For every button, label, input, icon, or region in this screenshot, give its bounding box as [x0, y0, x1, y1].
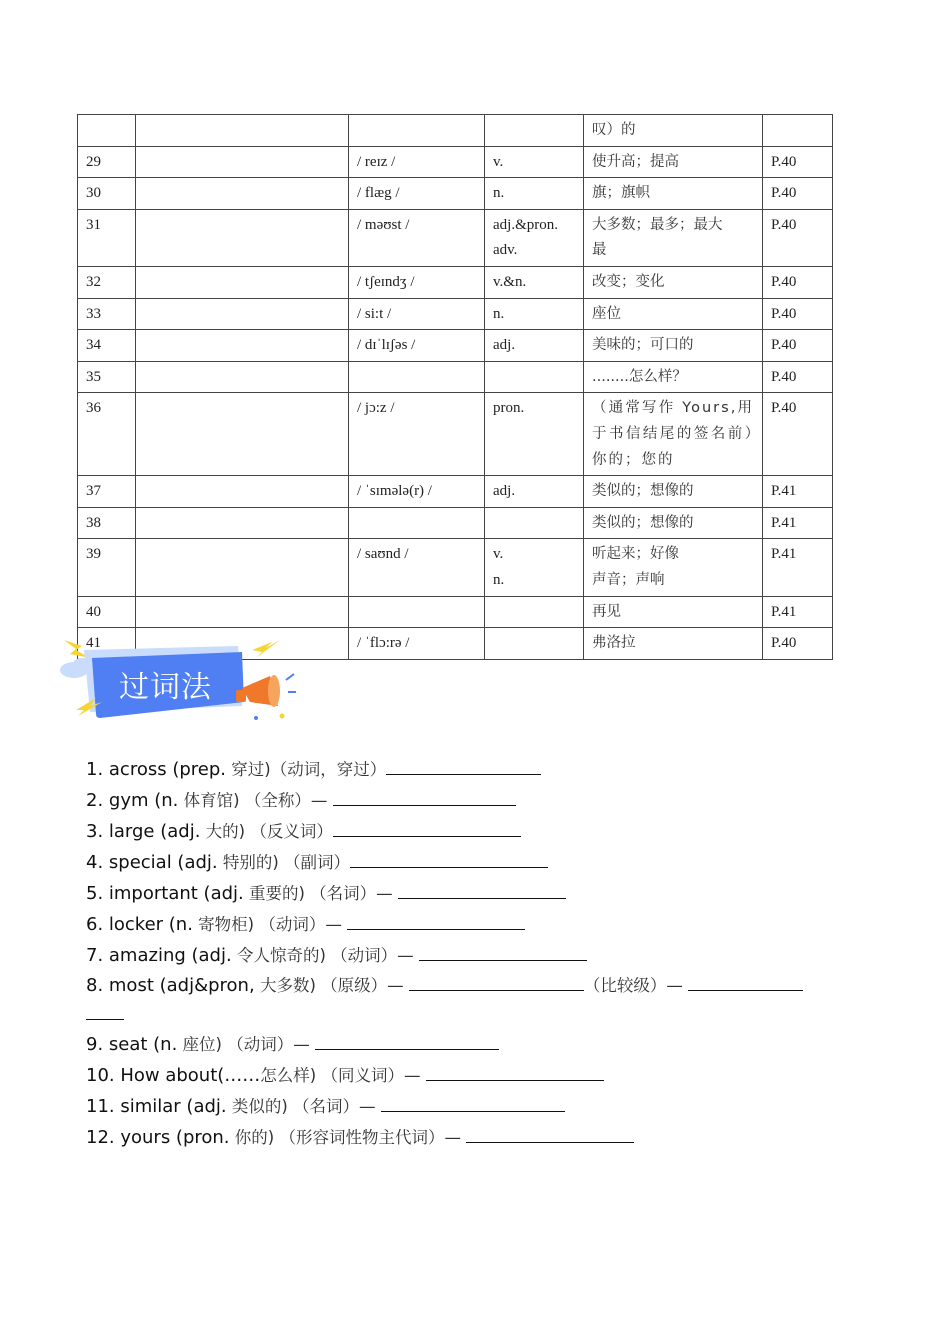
- exercise-hint: （动词）—: [325, 946, 419, 965]
- exercise-hint: （名词）—: [304, 884, 398, 903]
- exercise-hint: （动词）—: [222, 1035, 315, 1054]
- page-ref-cell: P.40: [763, 178, 833, 210]
- part-of-speech-cell: [485, 115, 584, 147]
- table-row: [78, 596, 833, 628]
- word-cell: [136, 146, 349, 178]
- exercise-gloss: 体育馆): [178, 791, 240, 810]
- phonetic-cell: [349, 115, 485, 147]
- exercise-item: [86, 878, 876, 909]
- page-ref-cell: P.40: [763, 628, 833, 660]
- part-of-speech-cell: n.: [485, 178, 584, 210]
- exercise-word: 5. important (adj.: [86, 883, 244, 904]
- answer-blank[interactable]: [333, 817, 521, 837]
- exercise-word: 6. locker (n.: [86, 914, 193, 935]
- meaning-cell: 使升高；提高: [584, 146, 763, 178]
- part-of-speech-cell: [485, 361, 584, 393]
- exercise-item: [86, 940, 876, 971]
- exercise-word: 4. special (adj.: [86, 852, 218, 873]
- row-number: 41: [78, 628, 136, 660]
- meaning-cell: 类似的；想像的: [584, 507, 763, 539]
- exercise-gloss: 穿过): [226, 760, 271, 779]
- exercise-word: 12. yours (pron.: [86, 1127, 230, 1148]
- vocabulary-table: [77, 114, 833, 660]
- phonetic-cell: / saʊnd /: [349, 539, 485, 596]
- table-row: [78, 361, 833, 393]
- phonetic-cell: [349, 507, 485, 539]
- vocabulary-table-body: [78, 115, 833, 660]
- answer-blank[interactable]: [426, 1061, 604, 1081]
- exercise-word: 1. across (prep.: [86, 759, 226, 780]
- answer-blank[interactable]: [350, 848, 548, 868]
- page-ref-cell: [763, 115, 833, 147]
- exercise-word: 9. seat (n.: [86, 1034, 178, 1055]
- exercise-item: [86, 1060, 876, 1091]
- exercise-item: [86, 1029, 876, 1060]
- exercise-item: [86, 1122, 876, 1153]
- phonetic-cell: [349, 361, 485, 393]
- answer-blank[interactable]: [333, 786, 516, 806]
- page-ref-cell: P.40: [763, 146, 833, 178]
- phonetic-cell: / flæg /: [349, 178, 485, 210]
- answer-blank[interactable]: [347, 910, 525, 930]
- word-cell: [136, 539, 349, 596]
- answer-blank[interactable]: [466, 1123, 634, 1143]
- meaning-cell: 座位: [584, 298, 763, 330]
- row-number: 29: [78, 146, 136, 178]
- exercise-gloss: 重要的): [243, 884, 305, 903]
- page-ref-cell: P.40: [763, 361, 833, 393]
- row-number: 31: [78, 209, 136, 266]
- part-of-speech-cell: v.&n.: [485, 266, 584, 298]
- page-ref-cell: P.40: [763, 298, 833, 330]
- word-cell: [136, 596, 349, 628]
- table-row: [78, 298, 833, 330]
- table-row: [78, 507, 833, 539]
- page-ref-cell: P.40: [763, 209, 833, 266]
- part-of-speech-cell: v. n.: [485, 539, 584, 596]
- row-number: [78, 115, 136, 147]
- row-number: 37: [78, 476, 136, 508]
- answer-blank[interactable]: [688, 971, 803, 991]
- phonetic-cell: / ˈflɔ:rə /: [349, 628, 485, 660]
- answer-blank[interactable]: [386, 755, 541, 775]
- table-row: [78, 476, 833, 508]
- exercise-hint: （原级）—: [315, 976, 409, 995]
- meaning-cell: 再见: [584, 596, 763, 628]
- meaning-cell: 大多数；最多；最大 最: [584, 209, 763, 266]
- exercise-hint: （全称）—: [239, 791, 333, 810]
- row-number: 40: [78, 596, 136, 628]
- exercise-gloss: 座位): [177, 1035, 222, 1054]
- table-row: [78, 146, 833, 178]
- answer-blank[interactable]: [398, 879, 566, 899]
- word-cell: [136, 361, 349, 393]
- exercise-gloss: 你的): [229, 1128, 275, 1147]
- meaning-cell: 美味的；可口的: [584, 330, 763, 362]
- part-of-speech-cell: v.: [485, 146, 584, 178]
- answer-blank[interactable]: [315, 1030, 499, 1050]
- table-row: [78, 539, 833, 596]
- part-of-speech-cell: adj.: [485, 476, 584, 508]
- exercise-word: 2. gym (n.: [86, 790, 179, 811]
- row-number: 36: [78, 393, 136, 476]
- part-of-speech-cell: [485, 507, 584, 539]
- exercise-item: [86, 754, 876, 785]
- page-ref-cell: P.41: [763, 476, 833, 508]
- megaphone-icon: [236, 674, 296, 720]
- phonetic-cell: / tʃeɪndʒ /: [349, 266, 485, 298]
- meaning-cell: 改变；变化: [584, 266, 763, 298]
- page-ref-cell: P.40: [763, 393, 833, 476]
- exercise-gloss: 怎么样): [260, 1066, 317, 1085]
- page-ref-cell: P.40: [763, 266, 833, 298]
- exercise-word: 10. How about(……: [86, 1065, 261, 1086]
- exercise-gloss: 令人惊奇的): [231, 946, 326, 965]
- answer-blank[interactable]: [381, 1092, 565, 1112]
- exercise-word: 11. similar (adj.: [86, 1096, 227, 1117]
- exercise-gloss: 寄物柜): [192, 915, 255, 934]
- table-row: [78, 209, 833, 266]
- exercise-hint: （动词，穿过）: [270, 760, 387, 779]
- row-number: 35: [78, 361, 136, 393]
- exercise-hint: （形容词性物主代词）—: [274, 1128, 467, 1147]
- exercise-hint: （名词）—: [287, 1097, 381, 1116]
- word-cell: [136, 115, 349, 147]
- word-cell: [136, 209, 349, 266]
- phonetic-cell: / ˈsɪmələ(r) /: [349, 476, 485, 508]
- meaning-cell: 类似的；想像的: [584, 476, 763, 508]
- meaning-cell: 听起来；好像 声音；声响: [584, 539, 763, 596]
- row-number: 32: [78, 266, 136, 298]
- exercise-gloss: 类似的): [226, 1097, 288, 1116]
- phonetic-cell: / si:t /: [349, 298, 485, 330]
- word-cell: [136, 266, 349, 298]
- section-title: 过词法: [119, 670, 212, 705]
- row-number: 33: [78, 298, 136, 330]
- answer-blank-continued[interactable]: [86, 1000, 124, 1020]
- phonetic-cell: / dɪˈlɪʃəs /: [349, 330, 485, 362]
- meaning-cell: 弗洛拉: [584, 628, 763, 660]
- part-of-speech-cell: [485, 628, 584, 660]
- exercise-word: 7. amazing (adj.: [86, 945, 232, 966]
- phonetic-cell: / reɪz /: [349, 146, 485, 178]
- word-cell: [136, 476, 349, 508]
- table-row: [78, 115, 833, 147]
- exercise-gloss: 大多数): [254, 976, 316, 995]
- table-row: [78, 178, 833, 210]
- table-row: [78, 330, 833, 362]
- exercise-item: [86, 1091, 876, 1122]
- meaning-cell: （通常写作 Yours,用于书信结尾的签名前）你的；您的: [584, 393, 763, 476]
- part-of-speech-cell: adj.: [485, 330, 584, 362]
- part-of-speech-cell: adj.&pron. adv.: [485, 209, 584, 266]
- exercise-item: [86, 816, 876, 847]
- phonetic-cell: [349, 596, 485, 628]
- exercise-word: 8. most (adj&pron,: [86, 975, 255, 996]
- phonetic-cell: / məʊst /: [349, 209, 485, 266]
- page-ref-cell: P.41: [763, 539, 833, 596]
- page-ref-cell: P.41: [763, 596, 833, 628]
- exercise-gloss: 特别的): [217, 853, 279, 872]
- exercise-gloss: 大的): [200, 822, 246, 841]
- exercise-item: [86, 785, 876, 816]
- page-ref-cell: P.40: [763, 330, 833, 362]
- meaning-cell: 旗；旗帜: [584, 178, 763, 210]
- exercise-word: 3. large (adj.: [86, 821, 201, 842]
- answer-blank[interactable]: [419, 941, 587, 961]
- exercise-item: [86, 971, 876, 1029]
- word-cell: [136, 330, 349, 362]
- page-ref-cell: P.41: [763, 507, 833, 539]
- word-cell: [136, 298, 349, 330]
- table-row: [78, 393, 833, 476]
- part-of-speech-cell: [485, 596, 584, 628]
- row-number: 39: [78, 539, 136, 596]
- word-cell: [136, 507, 349, 539]
- part-of-speech-cell: n.: [485, 298, 584, 330]
- exercise-hint: （动词）—: [254, 915, 348, 934]
- phonetic-cell: / jɔ:z /: [349, 393, 485, 476]
- row-number: 30: [78, 178, 136, 210]
- table-row: [78, 266, 833, 298]
- exercise-hint-2: （比较级）—: [583, 976, 689, 995]
- word-cell: [136, 393, 349, 476]
- part-of-speech-cell: pron.: [485, 393, 584, 476]
- exercise-hint: （同义词）—: [316, 1066, 426, 1085]
- exercise-item: [86, 909, 876, 940]
- exercise-hint: （反义词）: [245, 822, 333, 841]
- row-number: 34: [78, 330, 136, 362]
- exercise-list: [86, 754, 876, 1153]
- row-number: 38: [78, 507, 136, 539]
- meaning-cell: 叹）的: [584, 115, 763, 147]
- answer-blank[interactable]: [409, 971, 584, 991]
- meaning-cell: ........怎么样？: [584, 361, 763, 393]
- word-cell: [136, 178, 349, 210]
- exercise-item: [86, 847, 876, 878]
- exercise-hint: （副词）: [278, 853, 351, 872]
